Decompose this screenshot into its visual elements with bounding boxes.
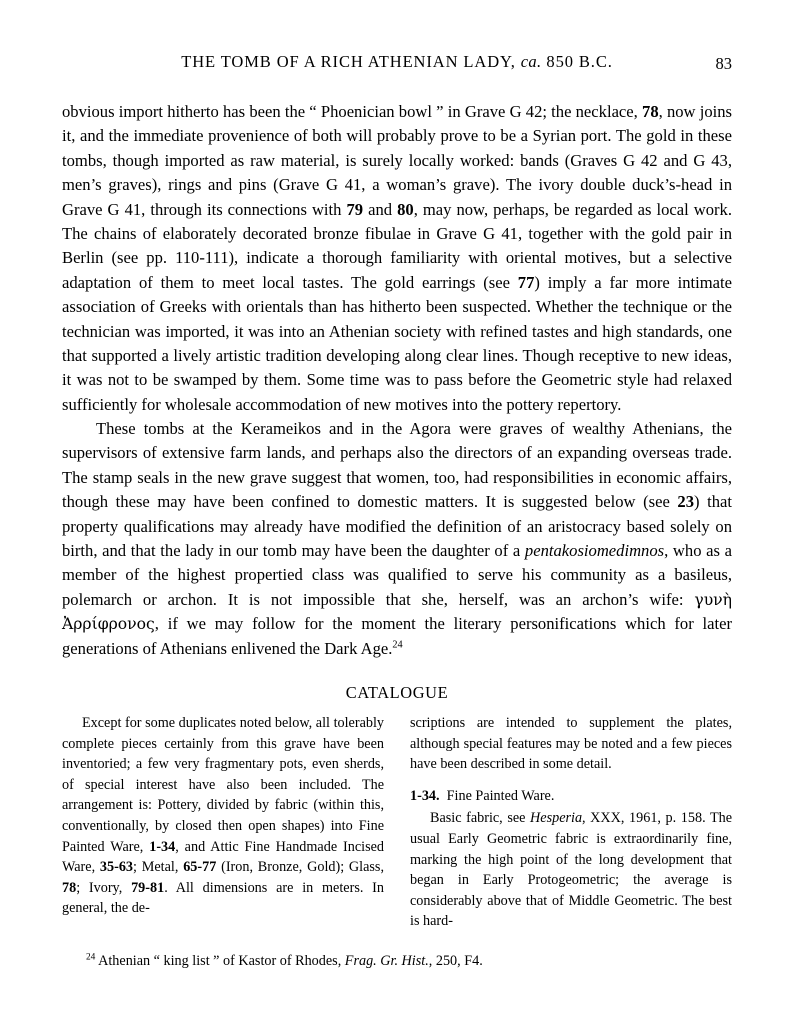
para1-ref-80: 80 [397, 199, 414, 219]
cat-left-ref-78: 78 [62, 879, 77, 896]
catalogue-left-paragraph [62, 713, 384, 919]
para2-text-c: ) that property qualifications may already have modified the definition of an aristocracy based solely on birth, and that the lady in our tomb may have been the daughter of a [62, 492, 732, 561]
cat-right-text-a: Basic fabric, see [430, 810, 531, 827]
para2-text-e: , who as a member of the highest propertied class was qualified to serve his community as a basileus, polemarch or archon. It is not impossible that she, herself, was an archon’s wife: [62, 541, 732, 609]
catalogue-heading: CATALOGUE [345, 682, 449, 702]
para1-ref-78: 78 [642, 102, 659, 121]
para1-text-e: and [363, 199, 398, 219]
para1-text-i: ) imply a far more intimate association of Greeks with orientals than has hitherto been suspected. Whether the technique or the technician was imported, it was into an Athenian society with refined tastes and high standards, one that supported a lively artistic tradition developing along clear lines. Though receptive to new ideas, it was not to be swamped by them. Some time was to pass before the Geometric style had relaxed sufficiently for wholesale accommodation of new motives into the pottery repertory. [62, 272, 733, 414]
cat-left-ref-35-63: 35-63 [99, 859, 134, 876]
footnote-ref-24: 24 [392, 639, 403, 651]
catalogue-columns [62, 713, 732, 932]
paragraph-continuation [62, 100, 732, 417]
running-title-part1: THE TOMB OF A RICH ATHENIAN LADY, [181, 52, 516, 71]
cat-right-journal-hesperia: Hesperia [530, 810, 583, 827]
cat-left-text-a: Except for some duplicates noted below, all tolerably complete pieces certainly from this grave have been inventoried; a few very fragmentary pots, even sherds, of special interest have also been included. The arrangement is: Pottery, divided by fabric (within this, conventionally, by closed then open shapes) into Fine Painted Ware, [62, 714, 384, 855]
footnote-citation-title: Frag. Gr. Hist. [344, 953, 429, 970]
para2-text-f: , if we may follow for the moment the literary personifications which for later generations of Athenians enlivened the Dark Age. [62, 614, 732, 658]
cat-left-text-i: ; Ivory, [76, 879, 132, 896]
para1-text-c: , now joins it, and the immediate provenience of both will probably prove to be a Syrian port. The gold in these tombs, though imported as raw material, is surely locally worked: bands (Graves G 42 and G 43, men’s graves), rings and pins (Grave G 41, a woman’s grave). The ivory double duck’s-head in Grave G 41, through its connections with [62, 102, 733, 219]
para2-text-a: These tombs at the Kerameikos and in the Agora were graves of wealthy Athenians, the supervisors of extensive farm lands, and perhaps also the directors of an expanding overseas trade. The stamp seals in the new grave suggest that women, too, had responsibilities in economic affairs, though these may have been confined to domestic matters. It is suggested below (see [62, 419, 732, 512]
catalogue-right-paragraph-1: scriptions are intended to supplement the plates, although special features may be noted and a few pieces have been described in some detail. [410, 714, 732, 773]
footnote-text-a: Athenian “ king list ” of Kastor of Rhodes, [95, 953, 345, 970]
paragraph-tombs [62, 417, 732, 661]
footnote-text-b: , 250, F4. [428, 953, 483, 970]
cat-left-text-k: . All dimensions are in meters. In general, the de- [62, 879, 384, 917]
cat-left-text-g: (Iron, Bronze, Gold); Glass, [216, 859, 385, 876]
para1-text-a: obvious import hitherto has been the “ Phoenician bowl ” in Grave G 42; the necklace, [62, 102, 643, 121]
para1-ref-79: 79 [346, 199, 364, 219]
para1-text-g: , may now, perhaps, be regarded as local work. The chains of elaborately decorated bronze fibulae in Grave G 41, together with the gold pair in Berlin (see pp. 110-111), indicate a thorough familiarity with oriental motives, but a selective adaptation of them to meet local tastes. The gold earrings (see [62, 199, 733, 292]
footnote-marker: 24 [86, 952, 96, 963]
catalogue-subheading-fine-painted-ware [410, 786, 732, 807]
running-head [62, 52, 732, 74]
cat-left-text-e: ; Metal, [133, 859, 184, 876]
para1-ref-77: 77 [517, 272, 535, 292]
cat-right-text-b: , XXX, 1961, p. 158. The usual Early Geometric fabric is extraordinarily fine, marking the high point of the long development that began in Early Protogeometric; the average is considerably above that of Middle Geometric. The best is hard- [410, 810, 732, 930]
footnote-24 [62, 952, 732, 972]
catalogue-right-column [410, 713, 732, 932]
cat-left-ref-79-81: 79-81 [131, 879, 165, 896]
main-body [62, 100, 732, 661]
running-title-circa: ca. [520, 52, 542, 71]
para2-ref-23: 23 [677, 492, 694, 512]
running-head-title [181, 52, 613, 72]
subhead-number: 1-34. [410, 787, 440, 804]
running-title-part2: 850 B.C. [546, 52, 613, 71]
para2-term-pentakosiomedimnos: pentakosiomedimnos [524, 541, 665, 561]
catalogue-right-paragraph-2 [410, 808, 732, 932]
catalogue-left-column [62, 713, 384, 932]
cat-left-ref-1-34: 1-34 [149, 838, 176, 855]
subhead-label: Fine Painted Ware. [446, 787, 555, 804]
page-number: 83 [715, 54, 732, 73]
cat-left-text-c: , and Attic Fine Handmade Incised Ware, [62, 838, 384, 876]
cat-left-ref-65-77: 65-77 [183, 859, 217, 876]
para2-greek-phrase: γυνὴ Ἀρρίφρονος [62, 590, 732, 634]
